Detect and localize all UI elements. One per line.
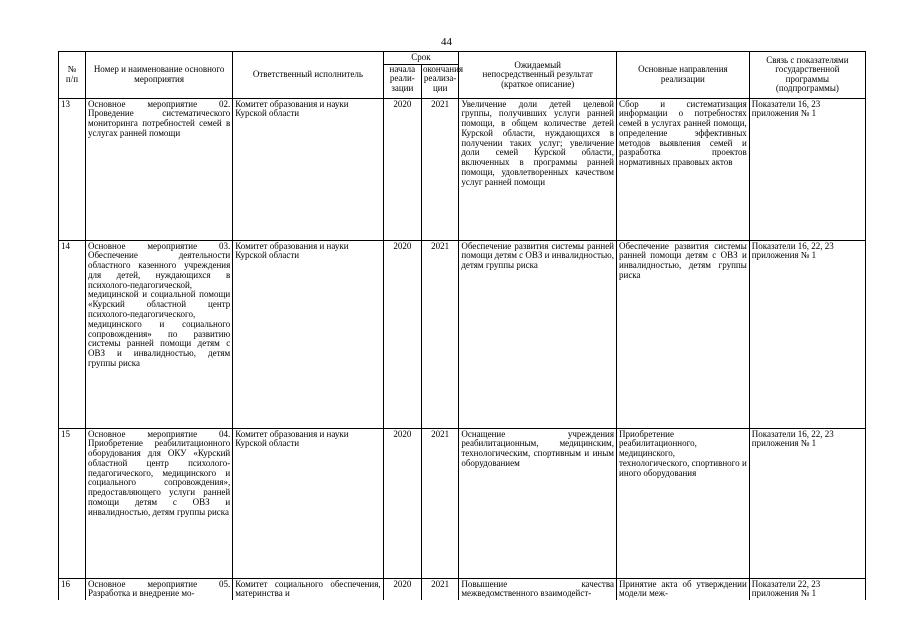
row-executor: Комитет образования и науки Курской области	[233, 98, 383, 240]
row-end: 2021	[422, 578, 459, 602]
row-name: Основное мероприятие 05. Разработка и внедрение мо-	[85, 578, 232, 602]
row-link: Показатели 16, 22, 23 приложения № 1	[749, 428, 865, 578]
row-result: Увеличение доли детей целевой группы, получивших услуги ранней помощи, в общем количестве детей Курской области, нуждающихся в получении таких услуг; увеличение доли семей Курской области, включенных в программы ранней помощи, удовлетворенных качеством услуг ранней помощи	[459, 98, 617, 240]
row-executor: Комитет образования и науки Курской области	[233, 428, 383, 578]
header-link: Связь с показателями государственной программы (подпрограммы)	[749, 52, 865, 99]
row-directions: Сбор и систематизация информации о потребностях семей в услугах ранней помощи, определение эффективных методов выявления семей и разработка проектов нормативных правовых актов	[617, 98, 750, 240]
header-term: Срок	[383, 52, 459, 65]
row-end: 2021	[422, 98, 459, 240]
table-row	[59, 428, 866, 578]
header-start: начала реали- зации	[383, 64, 421, 98]
row-num: 15	[59, 428, 86, 578]
row-result: Обеспечение развития системы ранней помощи детям с ОВЗ и инвалидностью, детям группы риска	[459, 240, 617, 428]
row-start: 2020	[383, 428, 421, 578]
table-row	[59, 578, 866, 602]
header-executor: Ответственный исполнитель	[233, 52, 383, 99]
row-end: 2021	[422, 428, 459, 578]
row-link: Показатели 16, 23 приложения № 1	[749, 98, 865, 240]
row-name: Основное мероприятие 03. Обеспечение деятельности областного казенного учреждения для детей, нуждающихся в психолого-педагогической, медицинской и социальной помощи «Курский областной центр психолого-педагогического, медицинского и социального сопровождения» по развитию системы ранней помощи детям с ОВЗ и инвалидностью, детям группы риска	[85, 240, 232, 428]
row-num: 13	[59, 98, 86, 240]
header-result: Ожидаемый непосредственный результат (краткое описание)	[459, 52, 617, 99]
row-name: Основное мероприятие 02. Проведение систематического мониторинга потребностей семей в услугах ранней помощи	[85, 98, 232, 240]
row-directions: Принятие акта об утверждении модели меж-	[617, 578, 750, 602]
row-end: 2021	[422, 240, 459, 428]
row-executor: Комитет образования и науки Курской области	[233, 240, 383, 428]
row-result: Оснащение учреждения реабилитационным, медицинским, технологическим, спортивным и иным оборудованием	[459, 428, 617, 578]
row-link: Показатели 22, 23 приложения № 1	[749, 578, 865, 602]
row-name: Основное мероприятие 04. Приобретение реабилитационного оборудования для ОКУ «Курский областной центр психолого-педагогического, медицинского и социального сопровождения», предоставляющего услуги ранней помощи детям с ОВЗ и инвалидностью, детям группы риска	[85, 428, 232, 578]
page-bottom-margin	[0, 600, 905, 640]
row-start: 2020	[383, 240, 421, 428]
program-activities-table	[58, 51, 866, 603]
row-link: Показатели 16, 22, 23 приложения № 1	[749, 240, 865, 428]
header-end: окончания реализа- ции	[422, 64, 459, 98]
row-start: 2020	[383, 578, 421, 602]
row-num: 14	[59, 240, 86, 428]
header-directions: Основные направления реализации	[617, 52, 750, 99]
row-executor: Комитет социального обеспечения, материнства и	[233, 578, 383, 602]
row-directions: Обеспечение развития системы ранней помощи детям с ОВЗ и инвалидностью, детям группы риска	[617, 240, 750, 428]
page-number: 44	[441, 36, 452, 48]
header-num: № п/п	[59, 52, 86, 99]
table-row	[59, 240, 866, 428]
row-directions: Приобретение реабилитационного, медицинского, технологического, спортивного и иного оборудования	[617, 428, 750, 578]
row-result: Повышение качества межведомственного взаимодейст-	[459, 578, 617, 602]
row-start: 2020	[383, 98, 421, 240]
header-name: Номер и наименование основного мероприятия	[85, 52, 232, 99]
table-row	[59, 98, 866, 240]
row-num: 16	[59, 578, 86, 602]
